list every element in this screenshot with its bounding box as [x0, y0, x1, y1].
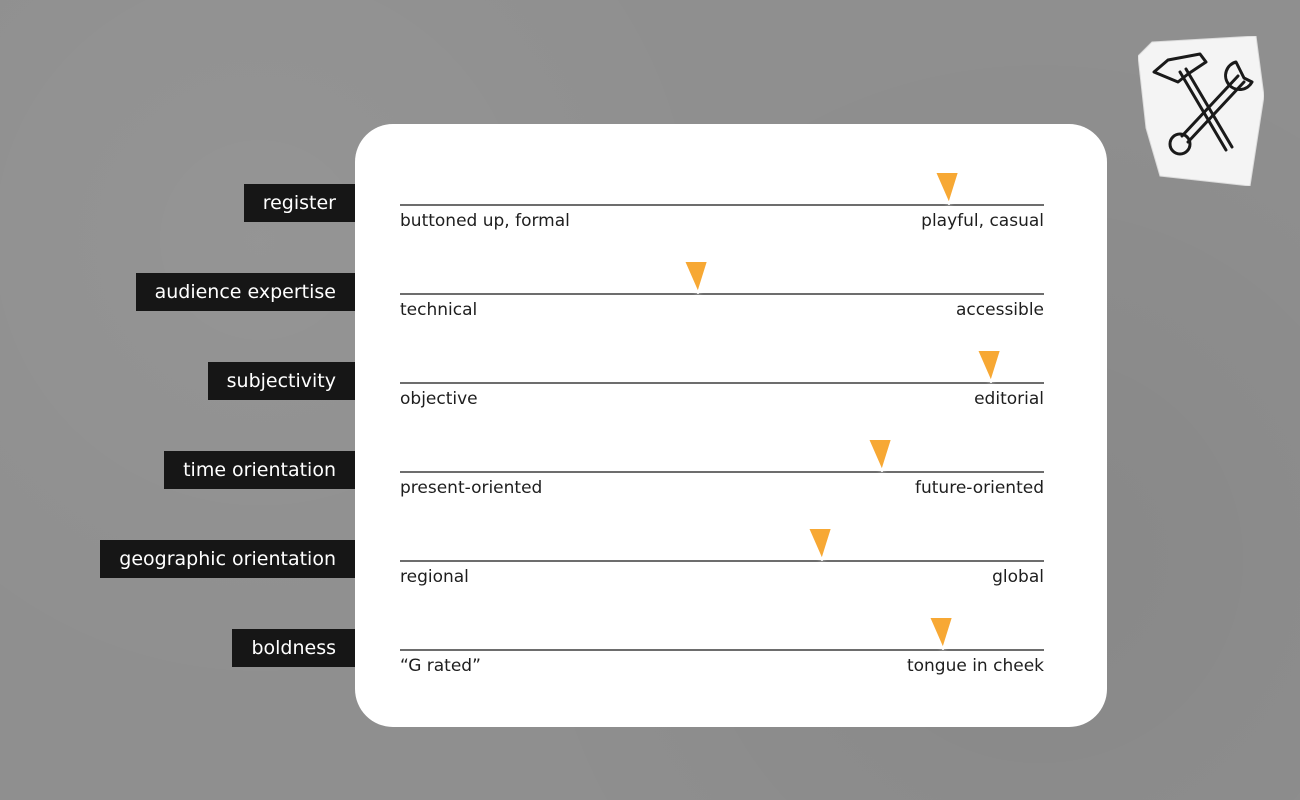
scale-left-label: buttoned up, formal [400, 211, 570, 231]
dimension-tag-audience-expertise: audience expertise [136, 273, 355, 311]
scale-left-label: present-oriented [400, 478, 543, 498]
scale-right-label: future-oriented [915, 478, 1044, 498]
scale-left-label: “G rated” [400, 656, 481, 676]
triangle-down-icon [866, 435, 894, 475]
scale-axis [400, 382, 1044, 384]
hammer-wrench-icon [1138, 36, 1264, 186]
scale-axis [400, 560, 1044, 562]
triangle-down-icon [927, 613, 955, 653]
scale-left-label: objective [400, 389, 478, 409]
dimension-tag-subjectivity: subjectivity [208, 362, 355, 400]
triangle-down-icon [682, 257, 710, 297]
triangle-down-icon [806, 524, 834, 564]
scale-right-label: tongue in cheek [906, 656, 1044, 676]
triangle-down-icon [975, 346, 1003, 386]
scale-right-label: accessible [956, 300, 1044, 320]
scale-axis [400, 471, 1044, 473]
triangle-down-icon [933, 168, 961, 208]
dimension-tag-register: register [244, 184, 355, 222]
dimension-tag-time-orientation: time orientation [164, 451, 355, 489]
scale-left-label: technical [400, 300, 478, 320]
scale-axis [400, 293, 1044, 295]
dimension-tag-boldness: boldness [232, 629, 355, 667]
scale-left-label: regional [400, 567, 469, 587]
scale-right-label: playful, casual [921, 211, 1044, 231]
scale-right-label: editorial [974, 389, 1044, 409]
scale-right-label: global [992, 567, 1044, 587]
dimension-tag-geographic-orientation: geographic orientation [100, 540, 355, 578]
